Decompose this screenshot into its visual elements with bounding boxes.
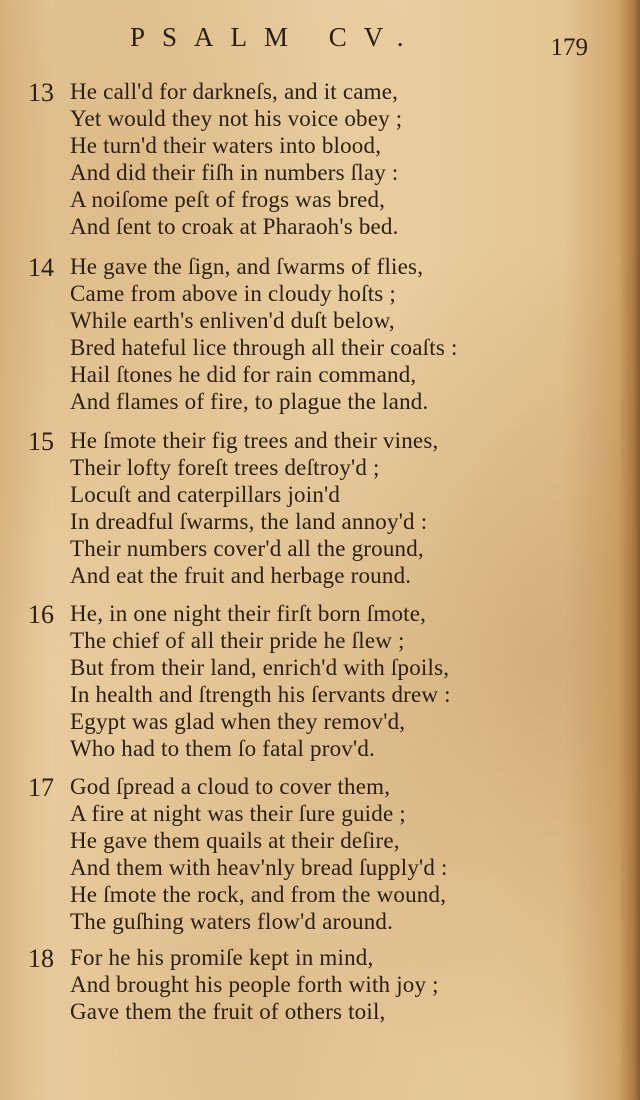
stanza-number: 16 bbox=[28, 600, 54, 629]
verse-line: A noiſome peſt of frogs was bred, bbox=[70, 187, 386, 212]
verse-line: Gave them the fruit of others toil, bbox=[70, 999, 386, 1024]
verse-line: Yet would they not his voice obey ; bbox=[70, 106, 403, 131]
verse-line: He gave the ſign, and ſwarms of flies, bbox=[70, 254, 424, 279]
verse-line: He ſmote the rock, and from the wound, bbox=[70, 882, 447, 907]
verse-line: But from their land, enrich'd with ſpoils, bbox=[70, 655, 450, 680]
verse-line: He ſmote their fig trees and their vines, bbox=[70, 428, 439, 453]
verse-line: Bred hateful lice through all their coaſts : bbox=[70, 335, 458, 360]
verse-line: Their numbers cover'd all the ground, bbox=[70, 536, 424, 561]
page-number: 179 bbox=[550, 34, 588, 61]
stanza-number: 15 bbox=[28, 427, 54, 456]
verse-line: Hail ſtones he did for rain command, bbox=[70, 362, 417, 387]
verse-line: In dreadful ſwarms, the land annoy'd : bbox=[70, 509, 428, 534]
verse-line: Who had to them ſo fatal prov'd. bbox=[70, 736, 375, 761]
verse-line: The chief of all their pride he ſlew ; bbox=[70, 628, 405, 653]
verse-line: And them with heav'nly bread ſupply'd : bbox=[70, 855, 448, 880]
verse-line: He gave them quails at their deſire, bbox=[70, 828, 400, 853]
running-header bbox=[0, 22, 640, 62]
stanza-number: 17 bbox=[28, 773, 54, 802]
stanza-number: 18 bbox=[28, 944, 54, 973]
verse-line: In health and ſtrength his ſervants drew : bbox=[70, 682, 451, 707]
verse-line: While earth's enliven'd duſt below, bbox=[70, 308, 395, 333]
verse-line: A fire at night was their ſure guide ; bbox=[70, 801, 406, 826]
verse-line: For he his promiſe kept in mind, bbox=[70, 945, 374, 970]
verse-line: He turn'd their waters into blood, bbox=[70, 133, 382, 158]
verse-line: And eat the fruit and herbage round. bbox=[70, 563, 412, 588]
verse-line: The guſhing waters flow'd around. bbox=[70, 909, 394, 934]
verse-line: He, in one night their firſt born ſmote, bbox=[70, 601, 427, 626]
stanza-number: 14 bbox=[28, 253, 54, 282]
verse-line: And ſent to croak at Pharaoh's bed. bbox=[70, 214, 399, 239]
page-edge-shadow bbox=[618, 0, 640, 1100]
verse-line: Came from above in cloudy hoſts ; bbox=[70, 281, 396, 306]
verse-line: Locuſt and caterpillars join'd bbox=[70, 482, 341, 507]
verse-line: Egypt was glad when they remov'd, bbox=[70, 709, 406, 734]
verse-line: And brought his people forth with joy ; bbox=[70, 972, 439, 997]
verse-line: He call'd for darkneſs, and it came, bbox=[70, 79, 399, 104]
verse-line: And did their fiſh in numbers ſlay : bbox=[70, 160, 399, 185]
verse-line: God ſpread a cloud to cover them, bbox=[70, 774, 391, 799]
page-title: PSALM CV. bbox=[130, 22, 421, 52]
stanza-number: 13 bbox=[28, 78, 54, 107]
verse-line: Their lofty foreſt trees deſtroy'd ; bbox=[70, 455, 380, 480]
verse-line: And flames of fire, to plague the land. bbox=[70, 389, 429, 414]
